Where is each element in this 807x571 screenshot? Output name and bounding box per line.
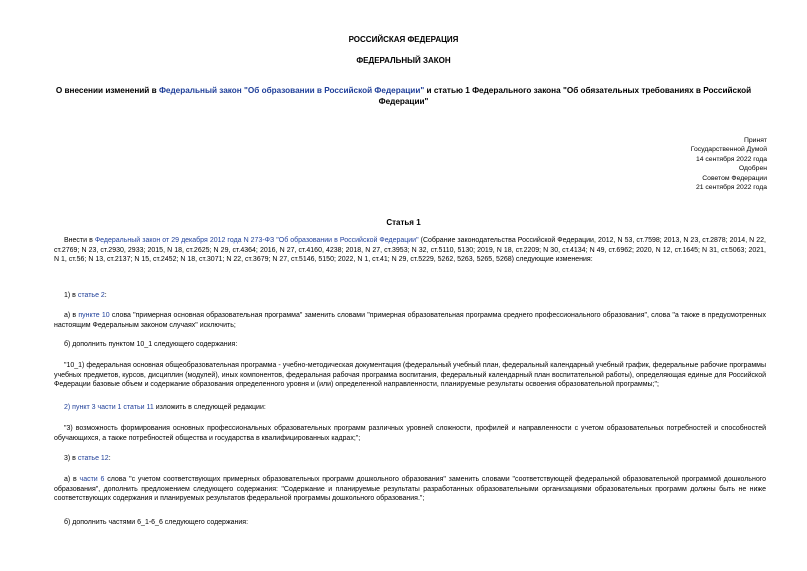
item-text: а) в	[64, 476, 80, 483]
approval-line: Советом Федерации	[702, 174, 767, 182]
adoption-info	[691, 136, 767, 192]
item-2-quote: "3) возможность формирования основных профессиональных образовательных программ различных уровней сложности, профилей и направленности с учетом образовательных потребностей и способностей обучающихся, а также потребностей общества и государства в квалифицированных кадрах;";	[54, 425, 766, 442]
link-point-10[interactable]: пункте 10	[78, 312, 110, 319]
intro-link-law-273[interactable]: Федеральный закон от 29 декабря 2012 года N 273-ФЗ "Об образовании в Российской Федерации"	[94, 237, 419, 244]
adoption-date: 14 сентября 2022 года	[695, 155, 767, 163]
item-text: :	[108, 455, 111, 462]
item-1b: б) дополнить пунктом 10_1 следующего содержания:	[64, 341, 238, 348]
item-text: а) в	[64, 312, 79, 319]
title-link-education-law[interactable]: Федеральный закон "Об образовании в Российской Федерации"	[158, 86, 425, 95]
title-prefix: О внесении изменений в	[55, 86, 159, 95]
link-article-2[interactable]: статье 2	[77, 292, 105, 299]
intro-citation-text: (Собрание законодательства Российской Федерации, 2012, N 53, ст.7598; 2013, N 23, ст.2878; 2014, N 22, ст.2769; N 23, ст.2930, 2933; 2015, N 18, ст.2625; N 29, ст.4364; 2016, N 27, ст.4160, 4238; 2018, N 27, ст.3953; N 32, ст.5110, 5130; 2019, N 18, ст.2209; N 30, ст.4134; N 49, ст.6962; 2020, N 12, ст.1645; N 31, ст.5063; 2021, N 1, ст.56; N 13, ст.2137; N 15, ст.2452; N 18, ст.3071; N 22, ст.3679; N 27, ст.5146, 5150; 2022, N 1, ст.41; N 29, ст.5229, 5262, 5263, 5265, 5268) следующие изменения:	[54, 237, 766, 264]
link-article-11[interactable]: 2) пункт 3 части 1 статьи 11	[64, 404, 154, 411]
item-text: слова "с учетом соответствующих примерных образовательных программ дошкольного образования" заменить словами "соответствующей федеральной образовательной программой дошкольного образования", дополнить предложением следующего содержания: "Содержание и планируемые результаты разработанных образовательными организациями образовательных программ должны быть не ниже соответствующих содержания и планируемых результатов федеральной программы дошкольного образования.";	[54, 476, 767, 503]
approval-date: 21 сентября 2022 года	[695, 184, 767, 192]
item-1	[54, 291, 766, 301]
item-text: слова "примерная основная образовательная программа" заменить словами "примерная образовательная программа среднего профессионального образования", слова "а также в предусмотренных настоящим Федеральным законом случаях" исключить;	[54, 312, 766, 329]
item-3b: б) дополнить частями 6_1-6_6 следующего содержания:	[64, 519, 249, 526]
item-1b-quote: "10_1) федеральная основная общеобразовательная программа - учебно-методическая документация (федеральный учебный план, федеральный календарный учебный график, федеральные рабочие программы учебных предметов, курсов, дисциплин (модулей), иных компонентов, федеральная рабочая программа воспитания, федеральный календарный план воспитательной работы), определяющая единые для Российской Федерации базовые объем и содержание образования определенного уровня и (или) определенной направленности, планируемые результаты освоения образовательной программы;";	[54, 362, 766, 389]
law-type-heading: ФЕДЕРАЛЬНЫЙ ЗАКОН	[356, 56, 451, 65]
item-text: 3) в	[64, 455, 78, 462]
item-text: изложить в следующей редакции:	[153, 404, 266, 411]
country-heading: РОССИЙСКАЯ ФЕДЕРАЦИЯ	[348, 35, 459, 44]
title-rest: и статью 1 Федерального закона "Об обязательных требованиях в Российской Федерации"	[378, 86, 752, 106]
link-article-12[interactable]: статье 12	[77, 455, 109, 462]
item-text: :	[104, 292, 107, 299]
item-text: 1) в	[64, 292, 78, 299]
item-2	[54, 403, 766, 413]
item-1a	[54, 311, 766, 330]
article-heading: Статья 1	[386, 218, 421, 227]
adoption-line: Принят	[743, 137, 767, 144]
item-3	[54, 454, 766, 464]
intro-paragraph	[54, 236, 766, 265]
adoption-line: Государственной Думой	[690, 146, 767, 154]
item-3a	[54, 475, 766, 504]
law-title	[45, 86, 762, 107]
intro-text: Внести в	[64, 237, 95, 244]
link-part-6[interactable]: части 6	[79, 476, 105, 483]
approval-line: Одобрен	[738, 165, 767, 173]
